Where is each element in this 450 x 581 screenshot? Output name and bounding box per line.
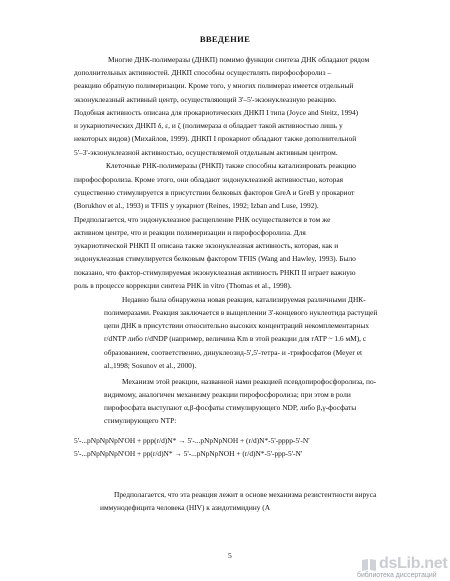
page-number: 5 <box>228 551 232 560</box>
text-line: Предполагается, что эта реакция лежит в основе механизма резистентности вируса <box>114 490 377 499</box>
text-line: некоторых видов) (Михайлов, 1999). ДНКП I прокариот обладают также дополнительной <box>74 134 357 143</box>
text-line: существенно стимулируется в присутствии белковых факторов GreA и GreB у прокариот <box>74 188 355 197</box>
text-line: дополнительных активностей. ДНКП способны осуществлять пирофосфоролиз – <box>74 68 332 77</box>
text-line: эукариотической РНКП II описана также экзонуклеазная активность, которая, как и <box>74 241 339 250</box>
text-line: эндонуклеазная стимулируется белковым фактором TFIIS (Wang and Hawley, 1993). Было <box>74 254 356 263</box>
text-line: стимулирующего NTP: <box>104 416 177 425</box>
watermark-caption: библиотека диссертаций <box>357 572 437 579</box>
text-line: (Borukhov et al., 1993) и TFIIS у эукариот (Reines, 1992; Izban and Luse, 1992). <box>74 201 319 210</box>
text-line: реакцию обратную полимеризации. Кроме того, у многих полимераз имеется отдельный <box>74 81 354 90</box>
equation-line: 5'-...pNpNpNpN'OH + ppp(r/d)N* → 5'-...pNpNpNOH + (r/d)N*-5'-pppp-5'-N' <box>74 436 310 445</box>
text-line: и эукариотических ДНКП δ, ε, и ζ (полимераза α обладает такой активностью лишь у <box>74 121 343 130</box>
site-watermark <box>357 555 450 581</box>
book-icon <box>361 558 377 572</box>
page-title: ВВЕДЕНИЕ <box>199 34 251 44</box>
text-line: r/dNTP либо r/dNDP (например, величина Km в этой реакции для rATP ~ 1.6 мМ), с <box>104 334 367 343</box>
text-line: Подобная активность описана для прокариотических ДНКП I типа (Joyce and Steitz, 1994) <box>74 108 359 117</box>
text-line: пирофосфата выступают α,β-фосфаты стимулирующего NDP, либо β,γ-фосфаты <box>104 403 357 412</box>
text-line: Клеточные РНК-полимеразы (РНКП) также способны катализировать реакцию <box>106 161 356 170</box>
text-line: цепи ДНК в присутствии относительно высоких концентраций некомплементарных <box>104 321 370 330</box>
text-line: иммунодефицита человека (HIV) к азидотимидину (A <box>100 503 271 512</box>
text-line: al.,1998; Sosunov et al., 2000). <box>104 361 197 370</box>
text-line: 5'–3'-экзонуклеазной активностью, осуществляемой отдельным активным центром. <box>74 148 338 157</box>
text-line: пирофосфоролиза. Кроме этого, они обладают эндонуклеазной активностью, которая <box>74 175 344 184</box>
text-line: видимому, аналогичен механизму реакции пирофосфоролиза; при этом в роли <box>104 390 351 399</box>
text-line: полимеразами. Реакция заключается в выщеплении 3'-концевого нуклеотида растущей <box>104 308 378 317</box>
text-line: Предполагается, что эндонуклеазное расщепление РНК осуществляется в том же <box>74 215 331 224</box>
watermark-logo: dsLib.net <box>379 555 448 572</box>
equation-line: 5'-...pNpNpNpN'OH + pp(r/d)N* → 5'-...pNpNpNOH + (r/d)N*-5'-ppp-5'-N' <box>74 449 303 458</box>
text-line: образованием, соответственно, динуклеозид-5',5'-тетра- и -трифосфатов (Meyer et <box>104 348 363 357</box>
text-line: Недавно была обнаружена новая реакция, катализируемая различными ДНК- <box>122 295 366 304</box>
text-line: Механизм этой реакции, названной нами реакцией псевдопирофосфоролиза, по- <box>122 377 377 386</box>
text-line: Многие ДНК-полимеразы (ДНКП) помимо функции синтеза ДНК обладают рядом <box>108 55 370 64</box>
text-line: роль в процессе коррекции синтеза РНК in vitro (Thomas et al., 1998). <box>74 281 292 290</box>
text-line: экзонуклеазный активный центр, осуществляющий 3'–5'-экзонуклеазную реакцию. <box>74 95 337 104</box>
text-line: активном центре, что и реакции полимеризации и пирофосфоролиза. Для <box>74 228 306 237</box>
text-line: показано, что фактор-стимулируемая экзонуклеазная активность РНКП II играет важную <box>74 268 356 277</box>
